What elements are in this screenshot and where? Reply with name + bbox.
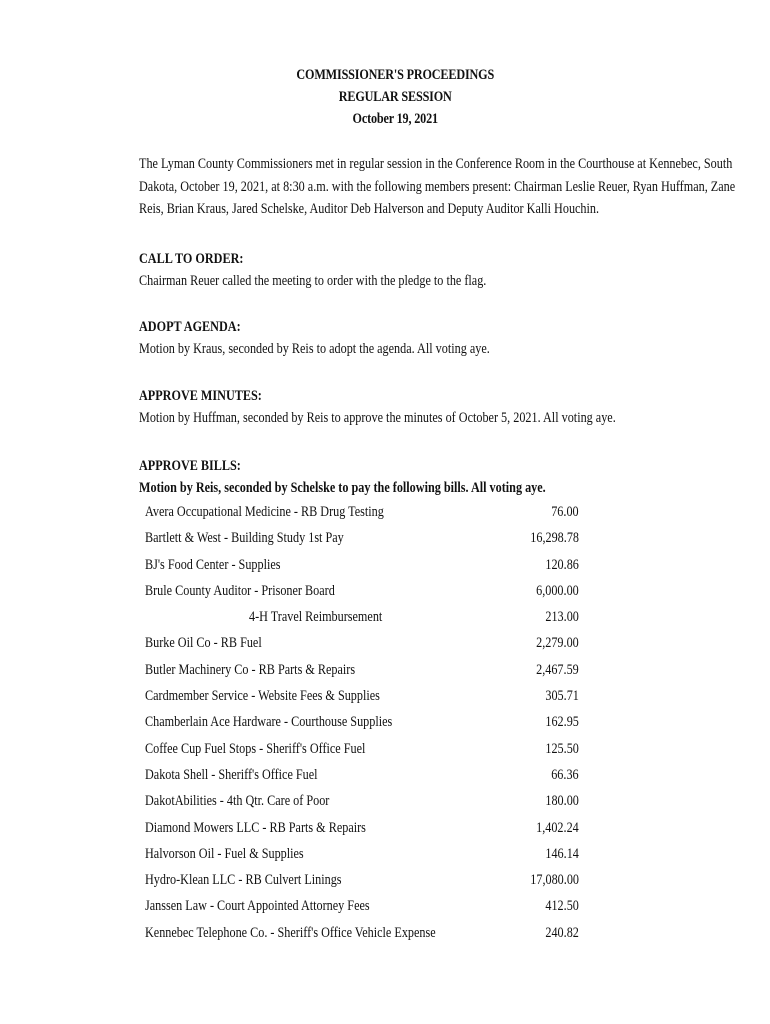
approve-minutes-text: Motion by Huffman, seconded by Reis to approve the minutes of October 5, 2021. All voting aye. xyxy=(139,410,616,426)
bill-amount: 120.86 xyxy=(545,556,579,573)
bill-row xyxy=(145,557,579,583)
approve-bills-section xyxy=(139,455,770,499)
approve-minutes-title: APPROVE MINUTES: xyxy=(139,388,262,404)
adopt-agenda-section xyxy=(139,316,770,360)
bill-description: Hydro-Klean LLC - RB Culvert Linings xyxy=(145,872,342,889)
bill-row xyxy=(145,898,579,924)
bill-description: Halvorson Oil - Fuel & Supplies xyxy=(145,845,304,862)
bills-list xyxy=(145,504,579,951)
bill-amount: 1,402.24 xyxy=(536,819,579,836)
bill-description: 4-H Travel Reimbursement xyxy=(249,609,383,626)
header-session: REGULAR SESSION xyxy=(338,89,452,105)
bill-amount: 305.71 xyxy=(545,688,579,705)
bill-amount: 240.82 xyxy=(545,924,579,941)
bill-description: Avera Occupational Medicine - RB Drug Testing xyxy=(145,504,384,520)
bill-row xyxy=(145,846,579,872)
call-to-order-section xyxy=(139,248,770,292)
bill-description: Chamberlain Ace Hardware - Courthouse Supplies xyxy=(145,714,393,731)
approve-minutes-section xyxy=(139,385,770,429)
bill-row xyxy=(145,688,579,714)
bill-row xyxy=(145,583,579,609)
bill-description: Diamond Mowers LLC - RB Parts & Repairs xyxy=(145,819,366,836)
bill-description: Bartlett & West - Building Study 1st Pay xyxy=(145,530,344,547)
bill-row xyxy=(145,872,579,898)
bill-description: Butler Machinery Co - RB Parts & Repairs xyxy=(145,661,356,678)
bill-row xyxy=(145,925,579,951)
bill-row xyxy=(145,767,579,793)
adopt-agenda-title: ADOPT AGENDA: xyxy=(139,319,241,335)
bill-amount: 6,000.00 xyxy=(536,582,579,599)
bill-amount: 2,279.00 xyxy=(536,635,579,652)
bill-amount: 125.50 xyxy=(545,740,579,757)
bill-description: Coffee Cup Fuel Stops - Sheriff's Office Fuel xyxy=(145,740,366,757)
bill-amount: 213.00 xyxy=(545,609,579,626)
header-title: COMMISSIONER'S PROCEEDINGS xyxy=(296,67,495,83)
bill-amount: 16,298.78 xyxy=(530,530,579,547)
call-to-order-text: Chairman Reuer called the meeting to order with the pledge to the flag. xyxy=(139,273,487,289)
bill-row xyxy=(145,714,579,740)
bill-amount: 412.50 xyxy=(545,898,579,915)
bill-amount: 17,080.00 xyxy=(530,872,579,889)
bill-row xyxy=(145,820,579,846)
bill-amount: 180.00 xyxy=(545,793,579,810)
bill-row xyxy=(145,504,579,530)
bill-row xyxy=(145,530,579,556)
bill-row xyxy=(145,635,579,661)
bill-amount: 2,467.59 xyxy=(536,661,579,678)
bill-row xyxy=(145,741,579,767)
bill-amount: 146.14 xyxy=(545,845,579,862)
document-header xyxy=(0,64,770,130)
approve-bills-motion: Motion by Reis, seconded by Schelske to pay the following bills. All voting aye. xyxy=(139,480,546,496)
intro-paragraph: The Lyman County Commissioners met in regular session in the Conference Room in the Courthouse at Kennebec, South Dakota, October 19, 2021, at 8:30 a.m. with the following members present: Chairman Leslie Reuer, Ryan Huffman, Zane Reis, Brian Kraus, Jared Schelske, Auditor Deb Halverson and Deputy Auditor Kalli Houchin. xyxy=(139,156,736,217)
bill-description: Janssen Law - Court Appointed Attorney Fees xyxy=(145,898,370,915)
approve-bills-title: APPROVE BILLS: xyxy=(139,458,241,474)
call-to-order-title: CALL TO ORDER: xyxy=(139,251,244,267)
bill-description: DakotAbilities - 4th Qtr. Care of Poor xyxy=(145,793,330,810)
bill-row xyxy=(145,662,579,688)
bill-description: Dakota Shell - Sheriff's Office Fuel xyxy=(145,766,318,783)
bill-amount: 76.00 xyxy=(551,504,579,520)
header-date: October 19, 2021 xyxy=(352,111,438,127)
adopt-agenda-text: Motion by Kraus, seconded by Reis to adopt the agenda. All voting aye. xyxy=(139,341,490,357)
bill-row xyxy=(145,609,579,635)
bill-amount: 162.95 xyxy=(545,714,579,731)
bill-amount: 66.36 xyxy=(551,766,579,783)
bill-description: Cardmember Service - Website Fees & Supplies xyxy=(145,688,380,705)
bill-description: Kennebec Telephone Co. - Sheriff's Office Vehicle Expense xyxy=(145,924,436,941)
bill-description: BJ's Food Center - Supplies xyxy=(145,556,281,573)
bill-description: Brule County Auditor - Prisoner Board xyxy=(145,582,335,599)
bill-description: Burke Oil Co - RB Fuel xyxy=(145,635,262,652)
bill-row xyxy=(145,793,579,819)
